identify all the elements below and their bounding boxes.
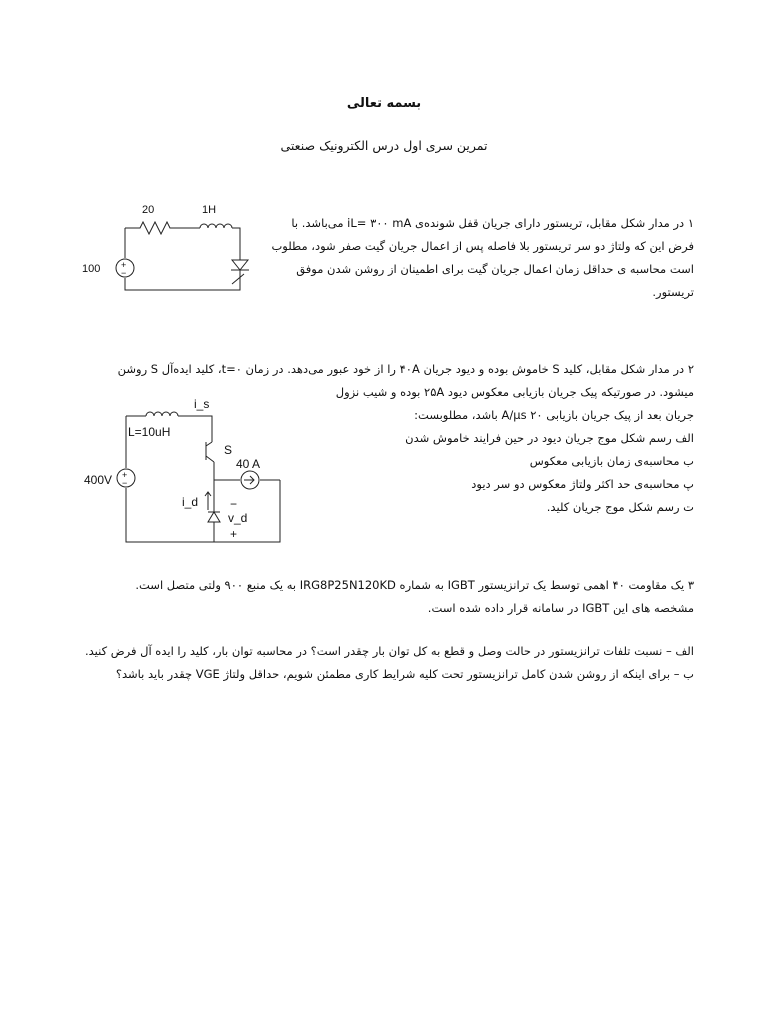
q1-inductor-label: 1H xyxy=(202,204,217,216)
q2-vd-minus: − xyxy=(230,497,238,511)
q2-part: ب محاسبه‌ی زمان بازیابی معکوس xyxy=(529,454,694,468)
q3-part: ب – برای اینکه از روشن شدن کامل ترانزیستور تحت کلیه شرایط کاری مطمئن شویم، حداقل ولتاژ VGE چقدر باید باشد؟ xyxy=(115,667,694,681)
q1-source-plus: + xyxy=(121,260,127,270)
q3-line: ۳ یک مقاومت ۴۰ اهمی توسط یک ترانزیستور IGBT به شماره IRG8P25N120KD به یک منبع ۹۰۰ ولتی متصل است. xyxy=(135,578,694,592)
q2-switch-label: S xyxy=(224,443,233,457)
q2-part: ت رسم شکل موج جریان کلید. xyxy=(546,500,694,514)
q2-vd-label: v_d xyxy=(228,511,248,525)
q1-line: ۱ در مدار شکل مقابل، تریستور دارای جریان قفل شونده‌ی iL= ۳۰۰ mA می‌باشد. با xyxy=(291,216,694,230)
page-heading: بسمه تعالی xyxy=(346,96,422,111)
q2-line: جریان بعد از پیک جریان بازیابی ۲۰ A/µs باشد، مطلوبست: xyxy=(414,408,694,422)
q1-line: فرض این که ولتاژ دو سر تریستور بلا فاصله پس از اعمال جریان گیت صفر شود، مطلوب xyxy=(271,239,694,253)
q2-current-source-label: 40 A xyxy=(236,457,261,471)
question-3-parts xyxy=(54,640,694,686)
q1-line: است محاسبه ی حداقل زمان اعمال جریان گیت برای اطمینان از روشن شدن موفق xyxy=(296,262,694,276)
q3-part: الف – نسبت تلفات ترانزیستور در حالت وصل و قطع به کل توان بار چقدر است؟ در محاسبه توان بار، کلید را ایده آل فرض کنید. xyxy=(84,644,694,658)
q2-line: ۲ در مدار شکل مقابل، کلید S خاموش بوده و دیود جریان ۴۰A را از خود عبور می‌دهد. در زمان t=۰، کلید ایده‌آل S روشن xyxy=(117,362,694,376)
q2-part: پ محاسبه‌ی حد اکثر ولتاژ معکوس دو سر دیود xyxy=(471,477,694,491)
q2-vd-plus: + xyxy=(230,527,238,541)
question-2 xyxy=(34,358,694,519)
q2-id-label: i_d xyxy=(182,495,199,509)
q3-line: مشخصه های این IGBT در سامانه قرار داده شده است. xyxy=(427,601,694,615)
q2-inductor-label: L=10uH xyxy=(128,425,171,439)
question-3 xyxy=(54,574,694,620)
q2-part: الف رسم شکل موج جریان دیود در حین فرایند خاموش شدن xyxy=(405,431,694,445)
q2-source-label: 400V xyxy=(84,473,113,487)
q2-source-minus: − xyxy=(122,478,128,488)
q1-resistor-label: 20 xyxy=(142,204,155,216)
q1-source-minus: − xyxy=(121,268,127,278)
q1-line: تریستور. xyxy=(652,285,694,299)
question-1 xyxy=(271,212,694,304)
q2-is-label: i_s xyxy=(194,397,210,411)
q1-circuit-diagram xyxy=(80,198,270,308)
q2-line: میشود. در صورتیکه پیک جریان بازیابی معکوس دیود ۲۵A بوده و شیب نزول xyxy=(335,385,694,399)
q2-source-plus: + xyxy=(122,470,128,480)
q1-source-label: 100 xyxy=(82,263,101,275)
page-title: تمرین سری اول درس الکترونیک صنعتی xyxy=(280,138,488,153)
